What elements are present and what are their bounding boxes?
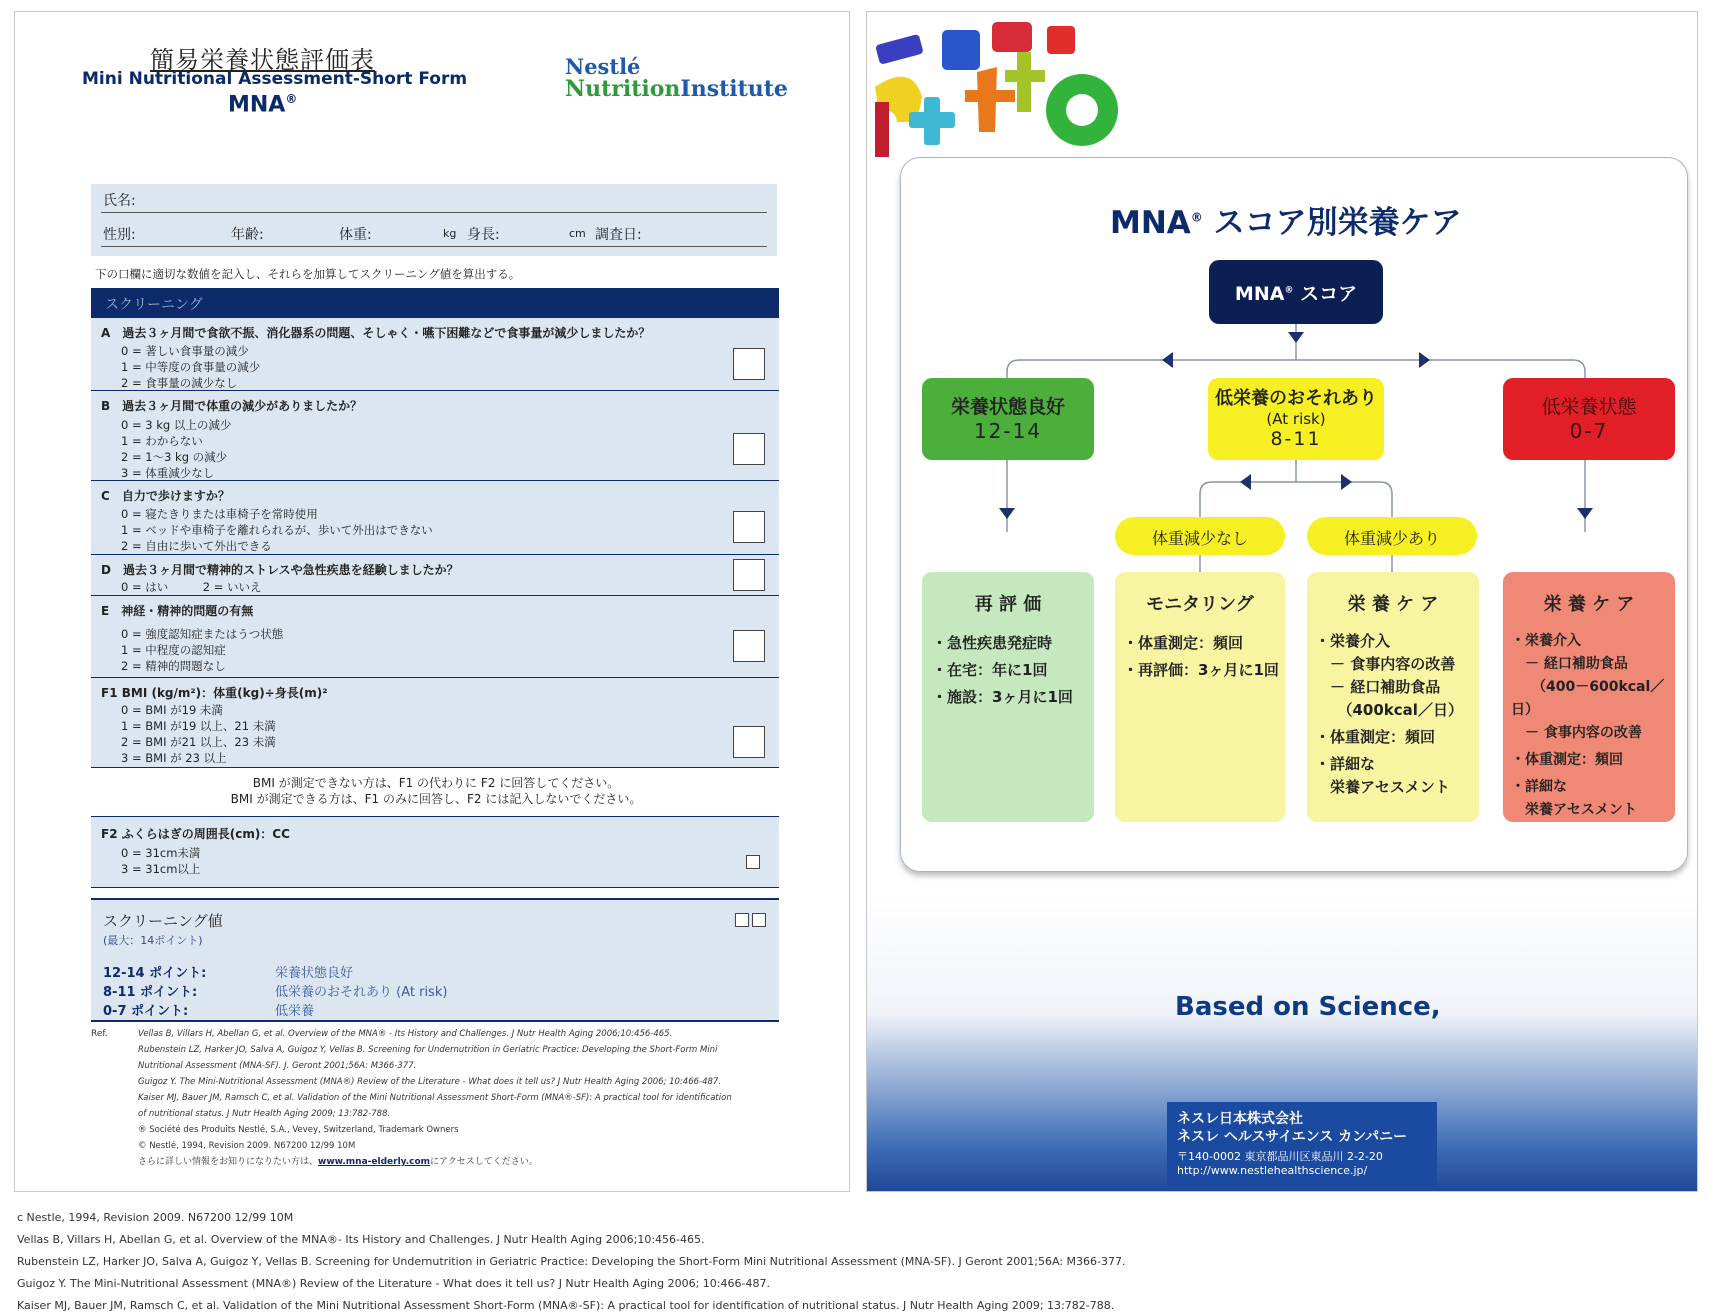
question-c: C 自力で歩けますか？ 0 = 寝たきりまたは車椅子を常時使用 1 = ベッドや車椅子を離れられるが、歩いて外出はできない 2 = 自由に歩いて外出できる [91, 481, 779, 555]
answer-box-b[interactable] [733, 433, 765, 465]
bmi-note-2: BMI が測定できる方は、F1 のみに回答し、F2 には記入しないでください。 [230, 792, 642, 806]
instruction-text: 下の口欄に適切な数値を記入し、それらを加算してスクリーニング値を算出する。 [95, 267, 521, 281]
no-weight-loss-label: 体重減少なし [1115, 517, 1285, 555]
answer-box-c[interactable] [733, 511, 765, 543]
footer-line-5: Kaiser MJ, Bauer JM, Ramsch C, et al. Validation of the Mini Nutritional Assessment Short-Form (MNA®-SF): A practical tool for identification of nutritional status. J Nutr Health Aging 2009; 13:782-788. [17, 1299, 1115, 1312]
mna-care-panel [866, 11, 1698, 1192]
answer-box-f1[interactable] [733, 726, 765, 758]
question-e: E 神経・精神的問題の有無 0 = 強度認知症またはうつ状態 1 = 中程度の認知症 2 = 精神的問題なし [91, 596, 779, 678]
bmi-note-1: BMI が測定できない方は、F1 の代わりに F2 に回答してください。 [252, 776, 620, 790]
question-f1: F1 BMI (kg/m²)：体重(kg)÷身長(m)² 0 = BMI が19 未満 1 = BMI が19 以上、21 未満 2 = BMI が21 以上、23 未満 3 = BMI が 23 以上 [91, 678, 779, 768]
question-f2: F2 ふくらはぎの周囲長(cm)：CC 0 = 31cm未満 3 = 31cm以上 [91, 816, 779, 888]
company-url[interactable]: http://www.nestlehealthscience.jp/ [1177, 1164, 1368, 1177]
kg-unit: kg [443, 227, 457, 240]
screening-score-title: スクリーニング値 [103, 912, 223, 930]
patient-info-box [91, 184, 777, 256]
card-reassess: 再 評 価 ・急性疾患発症時 ・在宅：年に1回 ・施設：3ヶ月に1回 [922, 572, 1094, 822]
footer-line-2: Vellas B, Villars H, Abellan G, et al. Overview of the MNA®- Its History and Challenges. J Nutr Health Aging 2006;10:456-465. [17, 1233, 705, 1246]
weight-loss-label: 体重減少あり [1307, 517, 1477, 555]
sex-field-label: 性別: [103, 227, 136, 243]
group-malnourished: 低栄養状態 0-7 [1503, 378, 1675, 460]
references-list: Vellas B, Villars H, Abellan G, et al. Overview of the MNA® - Its History and Challenges. J Nutr Health Aging 2006;10:456-465. Rubenstein LZ, Harker JO, Salva A, Guigoz Y, Vellas B. Screening for Undernutrition in Geriatric Practice: Developing the Short-Form Mini Nutritional Assessment (MNA-SF). J. Geront 2001;56A: M366-377. Guigoz Y. The Mini-Nutritional Assessment (MNA®) Review of the Literature - What does it tell us? J Nutr Health Aging 2006; 10:466-487. Kaiser MJ, Bauer JM, Ramsch C, et al. Validation of the Mini Nutritional Assessment Short-Form (MNA®-SF): A practical tool for identification of nutritional status. J Nutr Health Aging 2009; 13:782-788. ® Société des Produits Nestlé, S.A., Vevey, Switzerland, Trademark Owners © Nestlé, 1994, Revision 2009. N67200 12/99 10M さらに詳しい情報をお知りになりたい方は、www.mna-elderly.comにアクセスしてください。 [138, 1029, 732, 1167]
mna-score-box: MNA® スコア [1209, 260, 1383, 324]
date-field-label: 調査日: [595, 227, 642, 243]
form-mna-label: MNA® [228, 92, 298, 118]
mna-form-panel [14, 11, 850, 1192]
answer-box-a[interactable] [733, 348, 765, 380]
card-nutrition-care-risk: 栄 養 ケ ア ・栄養介入 － 食事内容の改善 － 経口補助食品 （400kcal／日） ・体重測定：頻回 ・詳細な 栄養アセスメント [1307, 572, 1479, 822]
card-monitoring: モニタリング ・体重測定：頻回 ・再評価：3ヶ月に1回 [1115, 572, 1285, 822]
nutrition-institute-logo: NutritionInstitute [565, 76, 788, 102]
form-title-jp: 簡易栄養状態評価表 [150, 46, 375, 74]
answer-box-d[interactable] [733, 559, 765, 591]
group-good: 栄養状態良好 12-14 [922, 378, 1094, 460]
slogan: Based on Science, [1175, 992, 1441, 1022]
footer-line-4: Guigoz Y. The Mini-Nutritional Assessment (MNA®) Review of the Literature - What does it tell us? J Nutr Health Aging 2006; 10:466-487. [17, 1277, 770, 1290]
form-title-en: Mini Nutritional Assessment-Short Form [82, 69, 468, 89]
score-box-tens[interactable] [735, 913, 749, 927]
name-field-label: 氏名: [103, 193, 136, 209]
footer-line-1: c Nestle, 1994, Revision 2009. N67200 12/99 10M [17, 1211, 294, 1224]
height-field-label: 身長: [467, 227, 500, 243]
question-a: A 過去３ヶ月間で食欲不振、消化器系の問題、そしゃく・嚥下困難などで食事量が減少しましたか？ 0 = 著しい食事量の減少 1 = 中等度の食事量の減少 2 = 食事量の減少なし [91, 318, 779, 391]
score-box-ones[interactable] [752, 913, 766, 927]
screening-score-box: スクリーニング値 (最大：14ポイント) 12-14 ポイント: 栄養状態良好 8-11 ポイント: 低栄養のおそれあり (At risk) 0-7 ポイント: 低栄養 [91, 898, 779, 1022]
footer-line-3: Rubenstein LZ, Harker JO, Salva A, Guigoz Y, Vellas B. Screening for Undernutrition in Geriatric Practice: Developing the Short-Form Mini Nutritional Assessment (MNA-SF). J Geront 2001;56A: M366-377. [17, 1255, 1126, 1268]
ref-label: Ref. [91, 1029, 108, 1039]
group-at-risk: 低栄養のおそれあり (At risk) 8-11 [1208, 378, 1384, 460]
mna-elderly-link[interactable]: www.mna-elderly.com [318, 1157, 431, 1167]
cm-unit: cm [569, 227, 586, 240]
nestle-logo-text: Nestlé [565, 54, 641, 79]
company-info-box: ネスレ日本株式会社 ネスレ ヘルスサイエンス カンパニー 〒140-0002 東京都品川区東品川 2-2-20 http://www.nestlehealthscience.jp/ [1167, 1102, 1437, 1186]
age-field-label: 年齢: [231, 227, 264, 243]
question-d: D 過去３ヶ月間で精神的ストレスや急性疾患を経験しましたか？ 0 = はい 2 = いいえ [91, 555, 779, 596]
care-chart-title: MNA® スコア別栄養ケア [1110, 205, 1462, 241]
answer-box-f2[interactable] [746, 855, 760, 869]
card-nutrition-care-malnourished: 栄 養 ケ ア ・栄養介入 － 経口補助食品 （400－600kcal／日） － 食事内容の改善 ・体重測定：頻回 ・詳細な 栄養アセスメント [1503, 572, 1675, 822]
screening-header: スクリーニング [91, 288, 779, 318]
weight-field-label: 体重: [339, 227, 372, 243]
answer-box-e[interactable] [733, 630, 765, 662]
question-b: B 過去３ヶ月間で体重の減少がありましたか？ 0 = 3 kg 以上の減少 1 = わからない 2 = 1～3 kg の減少 3 = 体重減少なし [91, 391, 779, 481]
